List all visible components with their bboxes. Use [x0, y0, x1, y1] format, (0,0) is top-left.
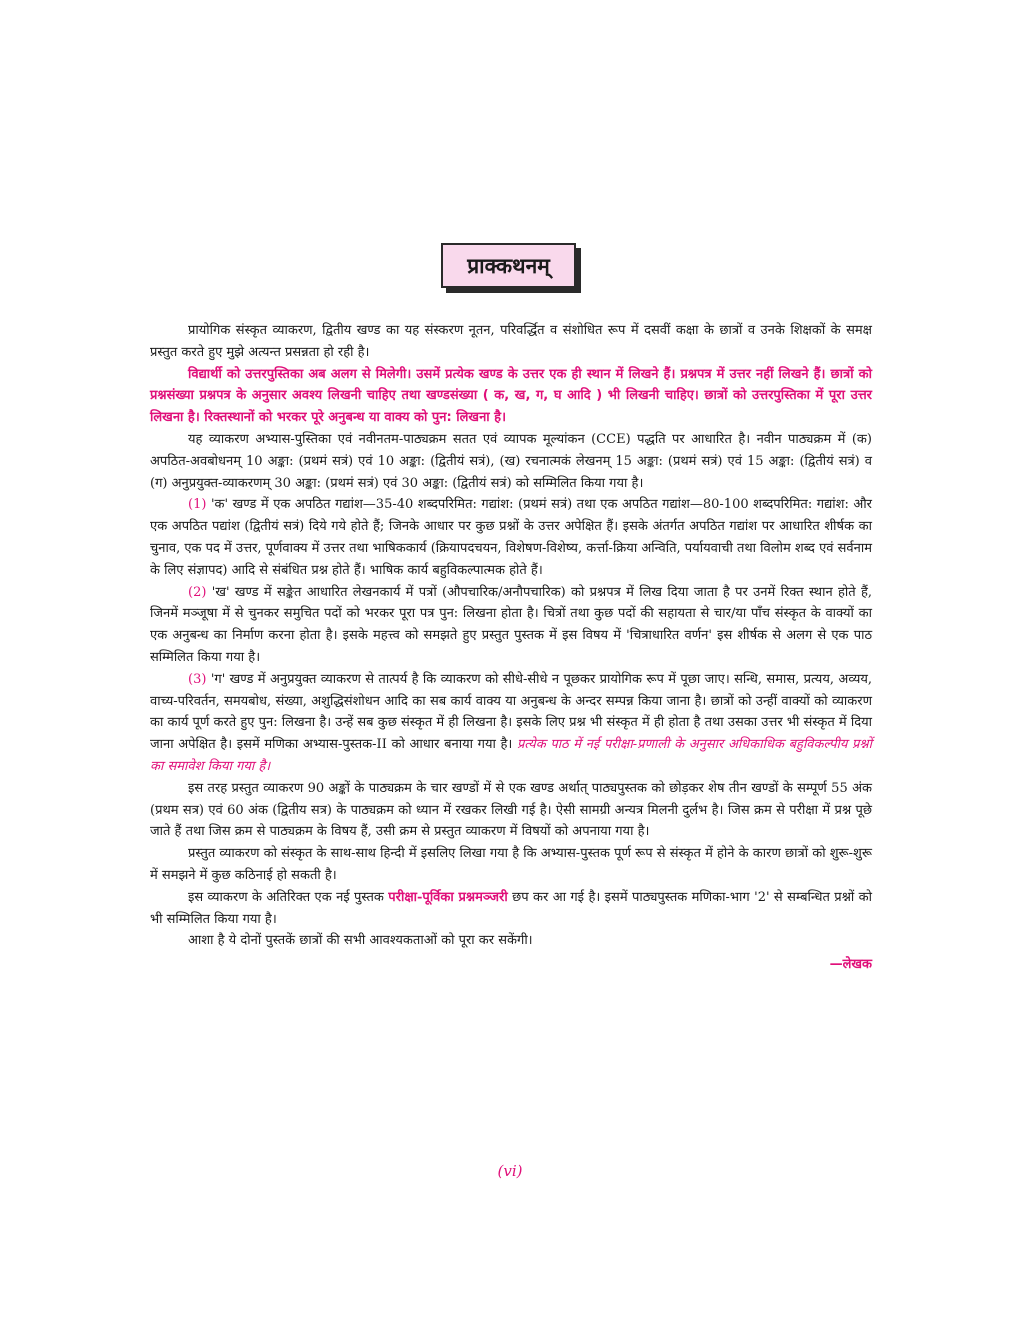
section-kha-text: 'ख' खण्ड में सङ्केत आधारित लेखनकार्य में पत्रों (औपचारिक/अनौपचारिक) को प्रश्नपत्र में लिख दिया जाता है पर उनमें रिक्त स्थान होते हैं, जिनमें मञ्जूषा में से चुनकर समुचित पदों को भरकर पूरा पत्र पुन: लिखना होता है। चित्रों तथा कुछ पदों की सहायता से चार/या पाँच संस्कृत के वाक्यों का एक अनुबन्ध का निर्माण करना होता है। इसके महत्त्व को समझते हुए प्रस्तुत पुस्तक में इस विषय में 'चित्राधारित वर्णन' इस शीर्षक से अलग से एक पाठ सम्मिलित किया गया है।: [150, 584, 872, 665]
title-box: [441, 243, 576, 288]
author-signature: —लेखक: [829, 957, 872, 973]
paragraph-closing: आशा है ये दोनों पुस्तकें छात्रों की सभी आवश्यकताओं को पूरा कर सकेंगी।: [188, 933, 533, 949]
new-book-text-a: इस व्याकरण के अतिरिक्त एक नई पुस्तक: [188, 889, 384, 905]
paragraph-cce: यह व्याकरण अभ्यास-पुस्तिका एवं नवीनतम-पाठ्यक्रम सतत एवं व्यापक मूल्यांकन (CCE) पद्धति पर आधारित है। नवीन पाठ्यक्रम में (क) अपठित-अवबोधनम् 10 अङ्का: (प्रथमं सत्रं) एवं 10 अङ्का: (द्वितीयं सत्रं), (ख) रचनात्मकं लेखनम् 15 अङ्का: (प्रथमं सत्रं) एवं 15 अङ्का: (द्वितीयं सत्रं) व (ग) अनुप्रयुक्त-व्याकरणम् 30 अङ्का: (प्रथमं सत्रं) एवं 30 अङ्का: (द्वितीयं सत्रं) को सम्मिलित किया गया है।: [150, 431, 872, 491]
new-book-text-b: छप कर आ गई है। इसमें पाठ्यपुस्तक मणिका-भाग '2' से सम्बन्धित प्रश्नों को भी सम्मिलित किया गया है।: [150, 889, 872, 927]
paragraph-section-ka: [150, 494, 872, 581]
paragraph-answer-sheet-note: विद्यार्थी को उत्तरपुस्तिका अब अलग से मिलेगी। उसमें प्रत्येक खण्ड के उत्तर एक ही स्थान में लिखने हैं। प्रश्नपत्र में उत्तर नहीं लिखने हैं। छात्रों को प्रश्नसंख्या प्रश्नपत्र के अनुसार अवश्य लिखनी चाहिए तथा खण्डसंख्या ( क, ख, ग, घ आदि ) भी लिखनी चाहिए। छात्रों को उत्तरपुस्तिका में पूरा उत्तर लिखना है। रिक्तस्थानों को भरकर पूरे अनुबन्ध या वाक्य को पुन: लिखना है।: [150, 366, 872, 426]
book-title: परीक्षा-पूर्विका प्रश्नमञ्जरी: [388, 889, 508, 905]
paragraph-section-ga: [150, 669, 872, 778]
section-number: (2): [188, 584, 207, 600]
page-number: (vi): [497, 1162, 523, 1180]
page-title: प्राक्कथनम्: [467, 253, 550, 278]
preface-body: [150, 320, 872, 976]
paragraph-hindi: प्रस्तुत व्याकरण को संस्कृत के साथ-साथ हिन्दी में इसलिए लिखा गया है कि अभ्यास-पुस्तक पूर्ण रूप से संस्कृत में होने के कारण छात्रों को शुरू-शुरू में समझने में कुछ कठिनाई हो सकती है।: [150, 846, 872, 883]
section-number: (1): [188, 497, 207, 513]
paragraph-intro: प्रायोगिक संस्कृत व्याकरण, द्वितीय खण्ड का यह संस्करण नूतन, परिवर्द्धित व संशोधित रूप में दसवीं कक्षा के छात्रों व उनके शिक्षकों के समक्ष प्रस्तुत करते हुए मुझे अत्यन्त प्रसन्नता हो रही है।: [150, 323, 872, 360]
section-ka-text: 'क' खण्ड में एक अपठित गद्यांश—35-40 शब्दपरिमित: गद्यांश: (प्रथमं सत्रं) तथा एक अपठित गद्यांश—80-100 शब्दपरिमित: गद्यांश: और एक अपठित पद्यांश (द्वितीयं सत्रं) दिये गये होते हैं; जिनके आधार पर कुछ प्रश्नों के उत्तर अपेक्षित हैं। इसके अंतर्गत अपठित गद्यांश पर आधारित शीर्षक का चुनाव, एक पद में उत्तर, पूर्णवाक्य में उत्तर तथा भाषिककार्य (क्रियापदचयन, विशेषण-विशेष्य, कर्त्ता-क्रिया अन्विति, पर्यायवाची तथा विलोम शब्द एवं सर्वनाम के लिए संज्ञापद) आदि से संबंधित प्रश्न होते हैं। भाषिक कार्य बहुविकल्पात्मक होते हैं।: [150, 497, 872, 578]
section-ga-text: 'ग' खण्ड में अनुप्रयुक्त व्याकरण से तात्पर्य है कि व्याकरण को सीधे-सीधे न पूछकर प्रायोगिक रूप में पूछा जाए। सन्धि, समास, प्रत्यय, अव्यय, वाच्य-परिवर्तन, समयबोध, संख्या, अशुद्धिसंशोधन आदि का सब कार्य वाक्य या अनुबन्ध के अन्दर सम्पन्न किया जाना है। छात्रों को उन्हीं वाक्यों को व्याकरण का कार्य पूर्ण करते हुए पुन: लिखना है। उन्हें सब कुछ संस्कृत में ही लिखना है। इसके लिए प्रश्न भी संस्कृत में ही होता है तथा उसका उत्तर भी संस्कृत में दिया जाना अपेक्षित है। इसमें मणिका अभ्यास-पुस्तक-II को आधार बनाया गया है।: [150, 671, 872, 753]
paragraph-syllabus: इस तरह प्रस्तुत व्याकरण 90 अङ्कों के पाठ्यक्रम के चार खण्डों में से एक खण्ड अर्थात् पाठ्यपुस्तक को छोड़कर शेष तीन खण्डों के सम्पूर्ण 55 अंक (प्रथम सत्र) एवं 60 अंक (द्वितीय सत्र) के पाठ्यक्रम को ध्यान में रखकर लिखी गई है। ऐसी सामग्री अन्यत्र मिलनी दुर्लभ है। जिस क्रम से परीक्षा में प्रश्न पूछे जाते हैं तथा जिस क्रम से पाठ्यक्रम के विषय हैं, उसी क्रम से प्रस्तुत व्याकरण में विषयों को अपनाया गया है।: [150, 780, 873, 840]
mcq-note: प्रत्येक पाठ में नई परीक्षा-प्रणाली के अनुसार अधिकाधिक बहुविकल्पीय प्रश्नों का समावेश किया गया है।: [150, 737, 872, 774]
section-number: (3): [188, 671, 207, 687]
paragraph-section-kha: [150, 582, 872, 669]
paragraph-new-book: [150, 887, 872, 931]
